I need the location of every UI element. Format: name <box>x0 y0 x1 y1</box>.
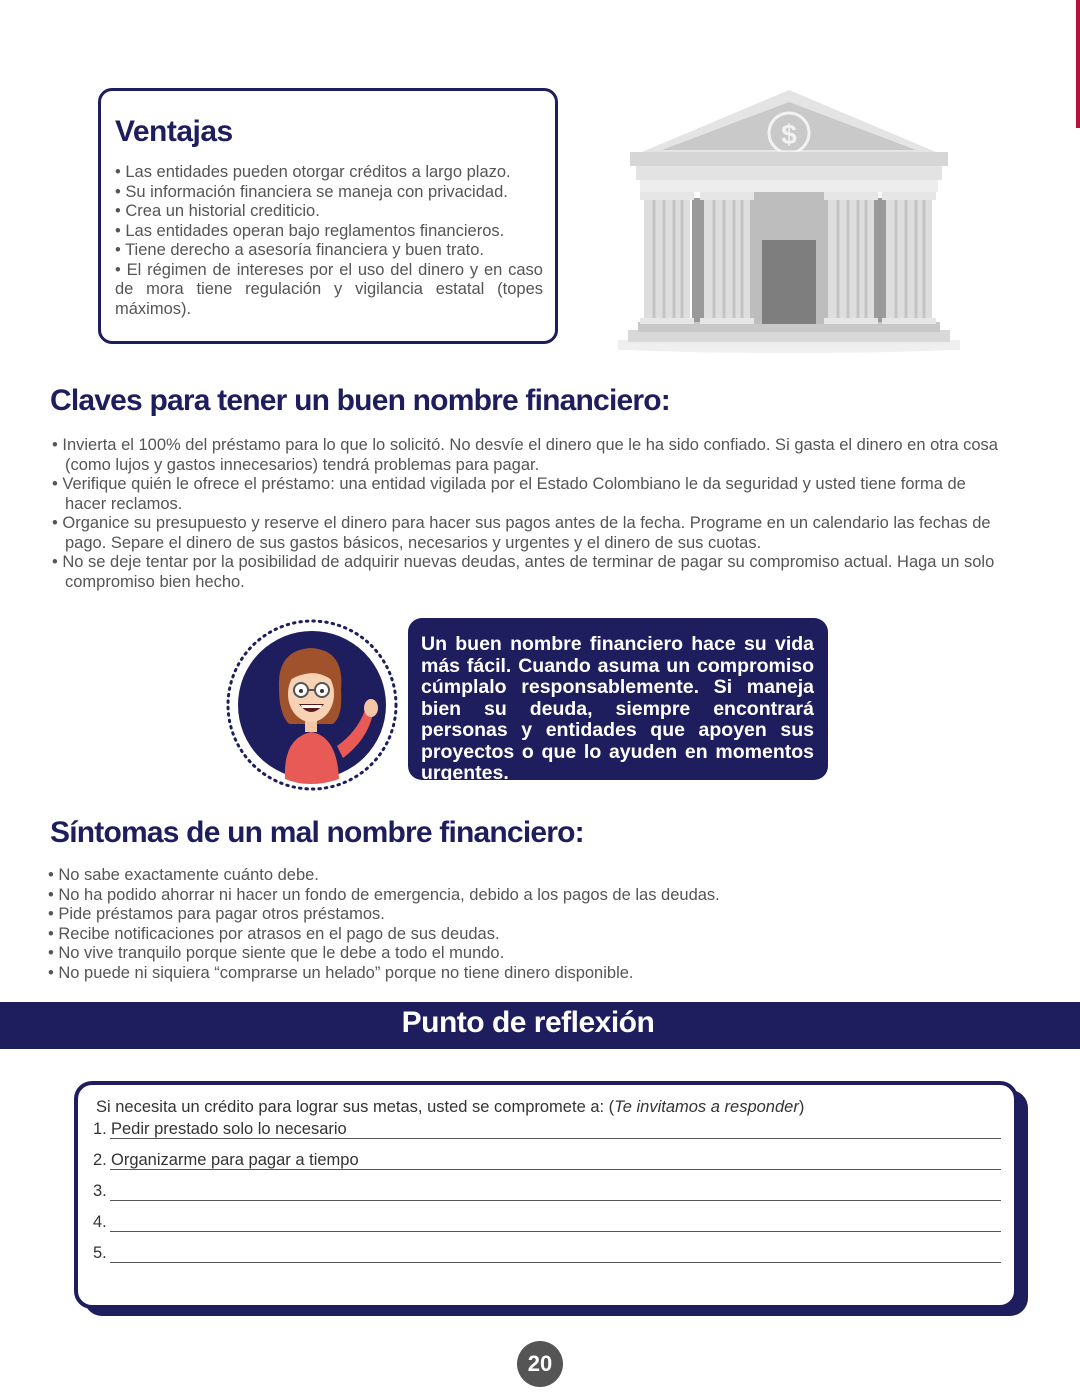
list-item: • Recibe notificaciones por atrasos en el pago de sus deudas. <box>48 925 720 945</box>
list-item: • No ha podido ahorrar ni hacer un fondo de emergencia, debido a los pagos de las deudas. <box>48 886 720 906</box>
answer-text: Pedir prestado solo lo necesario <box>111 1120 347 1138</box>
list-item: • Invierta el 100% del préstamo para lo que lo solicitó. No desvíe el dinero que le ha sido confiado. Si gasta el dinero en otra cosa (como lujos y gastos innecesarios) tendrá problemas para pagar. <box>52 436 1007 475</box>
list-item: • Crea un historial crediticio. <box>115 202 543 222</box>
answer-number: 4. <box>93 1213 107 1231</box>
answer-line-1[interactable] <box>93 1117 1001 1139</box>
page-edge-marker <box>1076 0 1080 128</box>
list-item: • Tiene derecho a asesoría financiera y buen trato. <box>115 241 543 261</box>
list-item: • Las entidades operan bajo reglamentos financieros. <box>115 222 543 242</box>
list-item: • No se deje tentar por la posibilidad de adquirir nuevas deudas, antes de terminar de pagar su compromiso actual. Haga un solo compromiso bien hecho. <box>52 553 1007 592</box>
reflexion-title: Punto de reflexión <box>401 1006 655 1039</box>
bank-building-icon <box>616 88 962 353</box>
answer-underline <box>110 1178 1001 1201</box>
answer-number: 1. <box>93 1120 107 1138</box>
quote-box: Un buen nombre financiero hace su vida más fácil. Cuando asuma un compromiso cúmplalo responsablemente. Si maneja bien su deuda, siempre encontrará personas y entidades que apoyen sus proyectos o que lo ayuden en momentos urgentes. <box>408 618 828 780</box>
ventajas-title: Ventajas <box>115 115 233 148</box>
list-item: • Pide préstamos para pagar otros préstamos. <box>48 905 720 925</box>
bank-symbol: $ <box>781 119 797 150</box>
page-number: 20 <box>517 1341 563 1387</box>
answer-line-2[interactable] <box>93 1148 1001 1170</box>
answer-line-4[interactable] <box>93 1210 1001 1232</box>
list-item: • Verifique quién le ofrece el préstamo: una entidad vigilada por el Estado Colombiano le da seguridad y usted tiene forma de hacer reclamos. <box>52 475 1007 514</box>
answer-line-3[interactable] <box>93 1179 1001 1201</box>
answer-number: 5. <box>93 1244 107 1262</box>
answer-underline <box>110 1209 1001 1232</box>
list-item: • Su información financiera se maneja con privacidad. <box>115 183 543 203</box>
list-item: • El régimen de intereses por el uso del dinero y en caso de mora tiene regulación y vigilancia estatal (topes máximos). <box>115 261 543 320</box>
list-item: • No vive tranquilo porque siente que le debe a todo el mundo. <box>48 944 720 964</box>
ventajas-box <box>98 88 558 344</box>
claves-title: Claves para tener un buen nombre financiero: <box>50 384 670 417</box>
list-item: • No sabe exactamente cuánto debe. <box>48 866 720 886</box>
ventajas-list <box>115 163 543 319</box>
list-item: • Las entidades pueden otorgar créditos a largo plazo. <box>115 163 543 183</box>
answer-text: Organizarme para pagar a tiempo <box>111 1151 359 1169</box>
answer-line-5[interactable] <box>93 1241 1001 1263</box>
reflexion-prompt: Si necesita un crédito para lograr sus metas, usted se compromete a: (Te invitamos a responder) <box>96 1098 805 1116</box>
answer-underline <box>110 1240 1001 1263</box>
answer-number: 3. <box>93 1182 107 1200</box>
claves-list <box>52 436 1007 592</box>
woman-avatar-icon <box>225 618 400 793</box>
sintomas-list <box>48 866 720 983</box>
answer-number: 2. <box>93 1151 107 1169</box>
list-item: • Organice su presupuesto y reserve el dinero para hacer sus pagos antes de la fecha. Programe en un calendario las fechas de pago. Separe el dinero de sus gastos básicos, necesarios y urgentes y el dinero de sus cuotas. <box>52 514 1007 553</box>
sintomas-title: Síntomas de un mal nombre financiero: <box>50 816 584 849</box>
list-item: • No puede ni siquiera “comprarse un helado” porque no tiene dinero disponible. <box>48 964 720 984</box>
